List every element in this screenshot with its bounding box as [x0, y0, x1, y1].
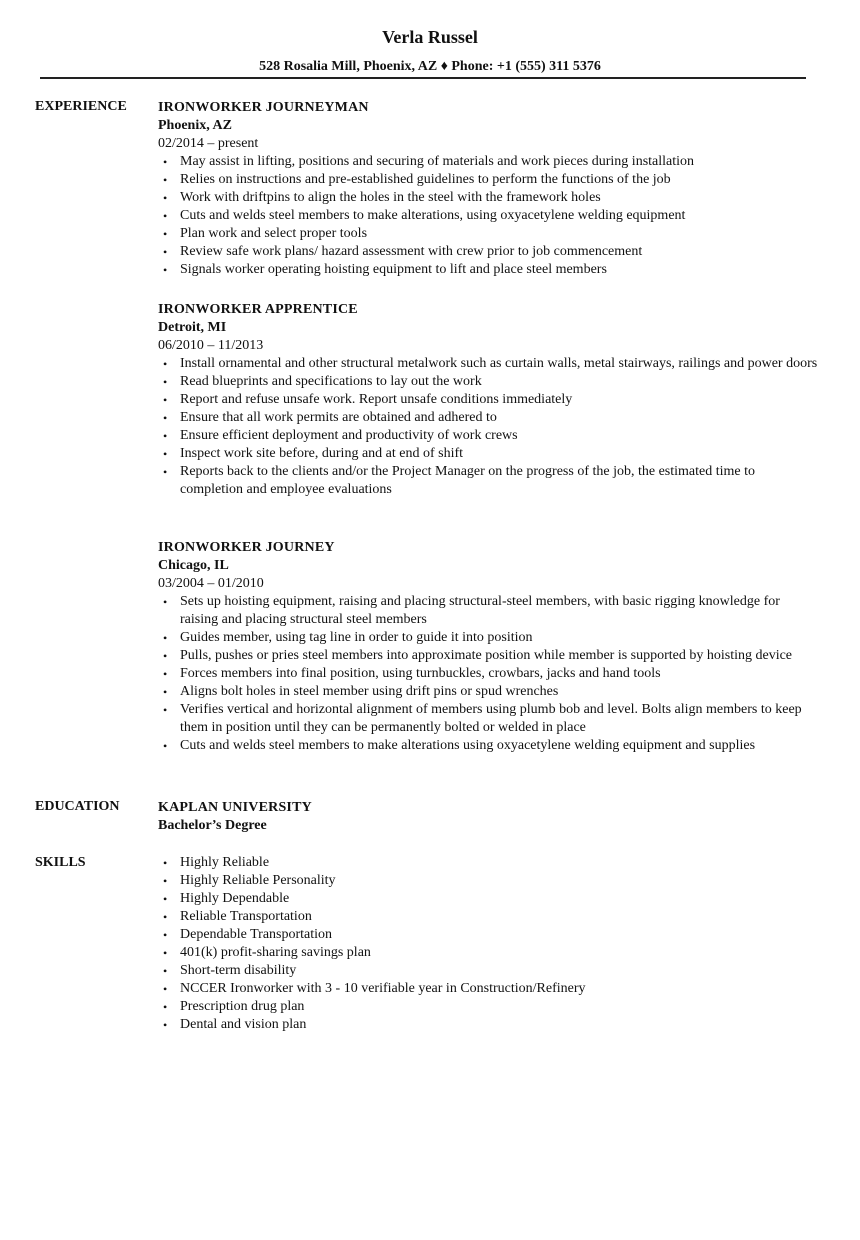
job-entry — [158, 301, 818, 499]
list-item: • 401(k) profit-sharing savings plan — [158, 944, 818, 962]
list-item: • Ensure that all work permits are obtained and adhered to — [158, 409, 818, 427]
header-divider — [40, 77, 806, 79]
list-item: • Short-term disability — [158, 962, 818, 980]
list-item: • Pulls, pushes or pries steel members into approximate position while member is supported by hoisting device — [158, 647, 818, 665]
list-item: • Highly Dependable — [158, 890, 818, 908]
list-item: • NCCER Ironworker with 3 - 10 verifiable year in Construction/Refinery — [158, 980, 818, 998]
list-item: • Highly Reliable Personality — [158, 872, 818, 890]
list-item: • May assist in lifting, positions and securing of materials and work pieces during installation — [158, 153, 818, 171]
list-item: • Guides member, using tag line in order to guide it into position — [158, 629, 818, 647]
section-label-skills: SKILLS — [35, 855, 86, 870]
job-dates: 03/2004 – 01/2010 — [158, 576, 264, 591]
job-entry — [158, 99, 818, 279]
job-location: Phoenix, AZ — [158, 118, 232, 133]
list-item: • Ensure efficient deployment and productivity of work crews — [158, 427, 818, 445]
candidate-name: Verla Russel — [382, 27, 478, 47]
list-item: • Inspect work site before, during and at end of shift — [158, 445, 818, 463]
list-item: • Read blueprints and specifications to lay out the work — [158, 373, 818, 391]
contact-line: 528 Rosalia Mill, Phoenix, AZ ♦ Phone: +1 (555) 311 5376 — [259, 59, 601, 74]
list-item: • Aligns bolt holes in steel member using drift pins or spud wrenches — [158, 683, 818, 701]
list-item: • Cuts and welds steel members to make alterations using oxyacetylene welding equipment and supplies — [158, 737, 818, 755]
job-dates: 06/2010 – 11/2013 — [158, 338, 264, 353]
list-item: • Forces members into final position, using turnbuckles, crowbars, jacks and hand tools — [158, 665, 818, 683]
list-item: • Report and refuse unsafe work. Report unsafe conditions immediately — [158, 391, 818, 409]
skills-entry — [158, 854, 818, 1034]
school-name: KAPLAN UNIVERSITY — [158, 800, 312, 815]
job-location: Detroit, MI — [158, 320, 227, 335]
section-label-education: EDUCATION — [35, 799, 120, 814]
skills-list — [158, 854, 818, 1034]
list-item: • Signals worker operating hoisting equipment to lift and place steel members — [158, 261, 818, 279]
list-item: • Relies on instructions and pre-established guidelines to perform the functions of the job — [158, 171, 818, 189]
degree: Bachelor’s Degree — [158, 818, 267, 833]
list-item: • Prescription drug plan — [158, 998, 818, 1016]
list-item: • Cuts and welds steel members to make alterations, using oxyacetylene welding equipment — [158, 207, 818, 225]
education-entry — [158, 799, 818, 835]
list-item: • Install ornamental and other structural metalwork such as curtain walls, metal stairways, railings and power doors — [158, 355, 818, 373]
job-title: IRONWORKER APPRENTICE — [158, 302, 358, 317]
list-item: • Reliable Transportation — [158, 908, 818, 926]
job-duties-list — [158, 355, 818, 499]
list-item: • Reports back to the clients and/or the Project Manager on the progress of the job, the estimated time to completion and employee evaluations — [158, 463, 818, 499]
job-dates: 02/2014 – present — [158, 136, 259, 151]
list-item: • Sets up hoisting equipment, raising and placing structural-steel members, with basic rigging knowledge for raising and placing structural steel members — [158, 593, 818, 629]
list-item: • Plan work and select proper tools — [158, 225, 818, 243]
job-duties-list — [158, 593, 818, 755]
job-location: Chicago, IL — [158, 558, 229, 573]
list-item: • Dependable Transportation — [158, 926, 818, 944]
list-item: • Dental and vision plan — [158, 1016, 818, 1034]
list-item: • Verifies vertical and horizontal alignment of members using plumb bob and level. Bolts align members to keep them in position until they can be permanently bolted or welded in place — [158, 701, 818, 737]
job-title: IRONWORKER JOURNEYMAN — [158, 100, 369, 115]
job-duties-list — [158, 153, 818, 279]
job-entry — [158, 539, 818, 755]
job-title: IRONWORKER JOURNEY — [158, 540, 335, 555]
list-item: • Highly Reliable — [158, 854, 818, 872]
section-label-experience: EXPERIENCE — [35, 99, 127, 114]
list-item: • Review safe work plans/ hazard assessment with crew prior to job commencement — [158, 243, 818, 261]
list-item: • Work with driftpins to align the holes in the steel with the framework holes — [158, 189, 818, 207]
